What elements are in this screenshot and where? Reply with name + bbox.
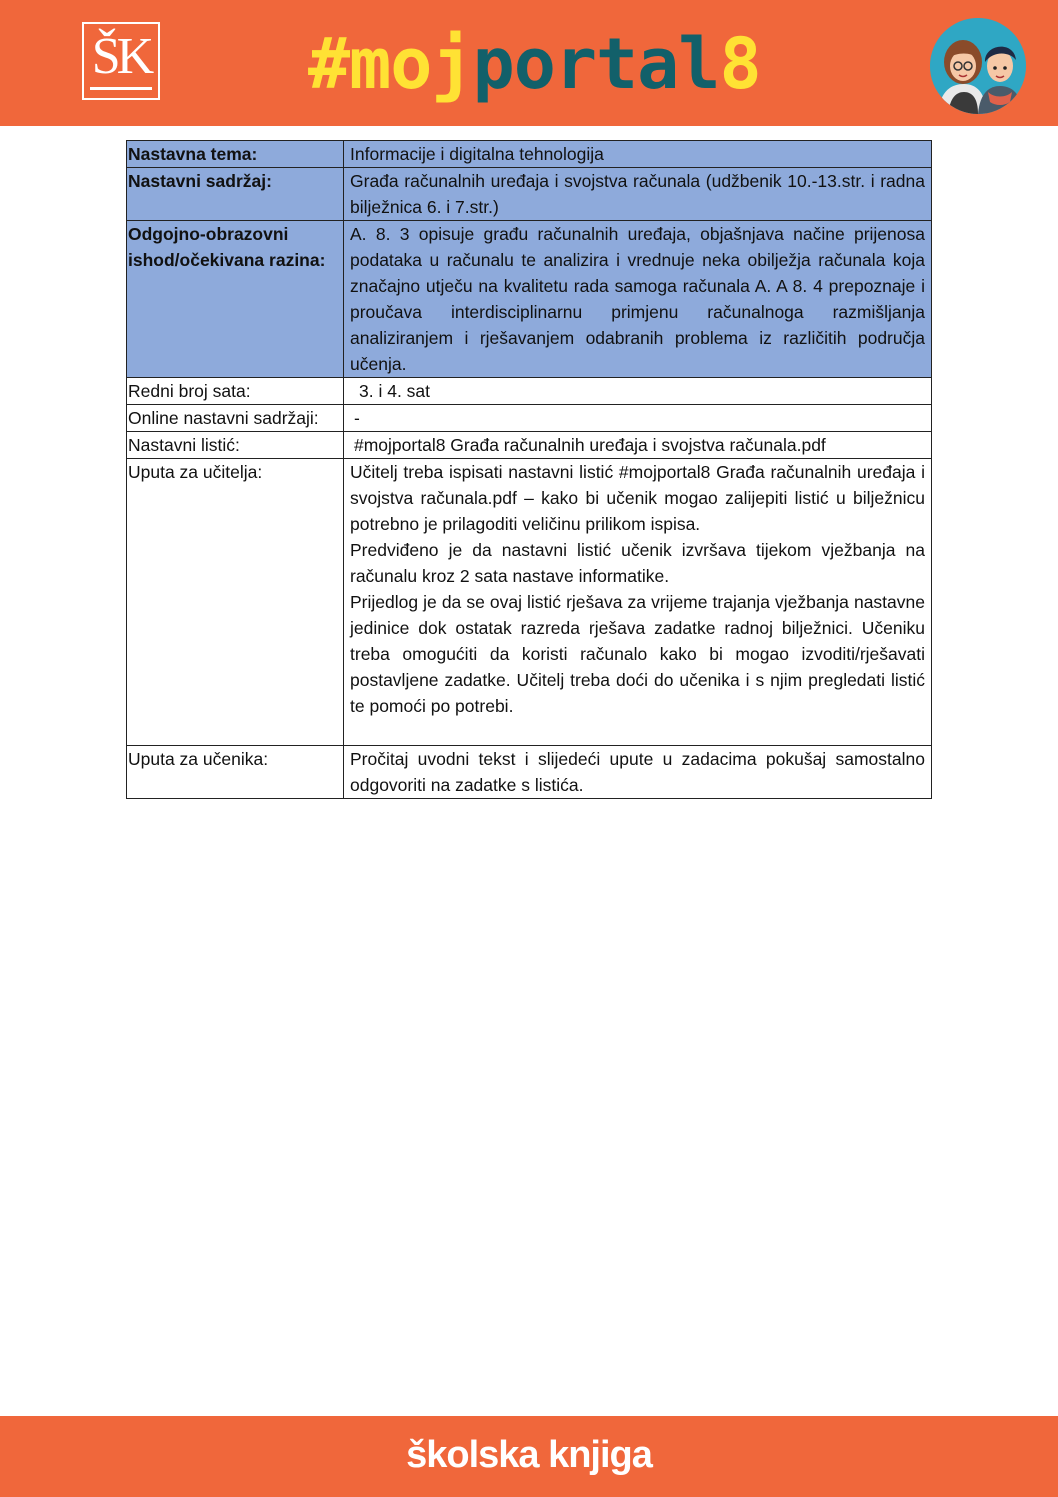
row-value: Informacije i digitalna tehnologija bbox=[344, 141, 932, 168]
row-label: Uputa za učitelja: bbox=[127, 459, 344, 746]
table-row bbox=[127, 168, 932, 221]
row-value-text: 3. i 4. sat bbox=[359, 381, 431, 401]
row-value: A. 8. 3 opisuje građu računalnih uređaja, objašnjava načine prijenosa podataka u računalu te analizira i vrednuje neka obilježja računala koja značajno utječu na kvalitetu rada samoga računala A. A 8. 4 prepoznaje i proučava interdisciplinarnu primjenu računalnoga razmišljanja analiziranjem i rješavanjem odabranih problema iz različitih područja učenja. bbox=[344, 221, 932, 378]
brand-part-2: portal bbox=[472, 23, 720, 105]
page-footer bbox=[0, 1416, 1058, 1497]
table-row bbox=[127, 378, 932, 405]
row-value bbox=[344, 378, 932, 405]
row-label: Nastavna tema: bbox=[127, 141, 344, 168]
row-value: Pročitaj uvodni tekst i slijedeći upute u zadacima pokušaj samostalno odgovoriti na zadatke s listića. bbox=[344, 746, 932, 799]
row-value-text: - bbox=[354, 408, 360, 428]
row-label: Uputa za učenika: bbox=[127, 746, 344, 799]
table-row bbox=[127, 221, 932, 378]
brand-part-1: #moj bbox=[308, 23, 473, 105]
footer-brand: školska knjiga bbox=[406, 1434, 652, 1476]
brand-title bbox=[308, 24, 761, 104]
row-label: Odgojno-obrazovni ishod/očekivana razina: bbox=[127, 221, 344, 378]
row-label: Redni broj sata: bbox=[127, 378, 344, 405]
teacher-instruction-paragraph: Prijedlog je da se ovaj listić rješava za vrijeme trajanja vježbanja nastavne jedinice dok ostatak razreda rješava zadatke radnoj bilježnici. Učeniku treba omogućiti da koristi računalo kako bi mogao izvoditi/rješavati postavljene zadatke. Učitelj treba doći do učenika i s njim pregledati listić te pomoći po potrebi. bbox=[350, 592, 925, 716]
sk-logo-text: ŠK bbox=[91, 28, 151, 85]
students-avatar-icon bbox=[930, 18, 1026, 114]
students-illustration-icon bbox=[930, 18, 1026, 114]
row-value-text: #mojportal8 Građa računalnih uređaja i svojstva računala.pdf bbox=[354, 435, 826, 455]
brand-part-3: 8 bbox=[719, 23, 761, 105]
row-value bbox=[344, 432, 932, 459]
lesson-info-section bbox=[126, 140, 932, 799]
row-label: Nastavni sadržaj: bbox=[127, 168, 344, 221]
page-header bbox=[0, 0, 1058, 126]
table-row bbox=[127, 405, 932, 432]
table-row bbox=[127, 746, 932, 799]
row-value bbox=[344, 405, 932, 432]
row-label: Nastavni listić: bbox=[127, 432, 344, 459]
lesson-info-table bbox=[126, 140, 932, 799]
teacher-instruction-paragraph: Učitelj treba ispisati nastavni listić #mojportal8 Građa računalnih uređaja i svojstva računala.pdf – kako bi učenik mogao zalijepiti listić u bilježnicu potrebno je prilagoditi veličinu prilikom ispisa. bbox=[350, 462, 925, 534]
sk-logo bbox=[82, 22, 160, 100]
logo-book-line bbox=[90, 87, 152, 90]
table-row bbox=[127, 141, 932, 168]
row-label: Online nastavni sadržaji: bbox=[127, 405, 344, 432]
teacher-instruction-paragraph: Predviđeno je da nastavni listić učenik izvršava tijekom vježbanja na računalu kroz 2 sata nastave informatike. bbox=[350, 540, 925, 586]
table-row bbox=[127, 432, 932, 459]
row-value bbox=[344, 459, 932, 746]
row-value: Građa računalnih uređaja i svojstva računala (udžbenik 10.-13.str. i radna bilježnica 6. i 7.str.) bbox=[344, 168, 932, 221]
table-row bbox=[127, 459, 932, 746]
